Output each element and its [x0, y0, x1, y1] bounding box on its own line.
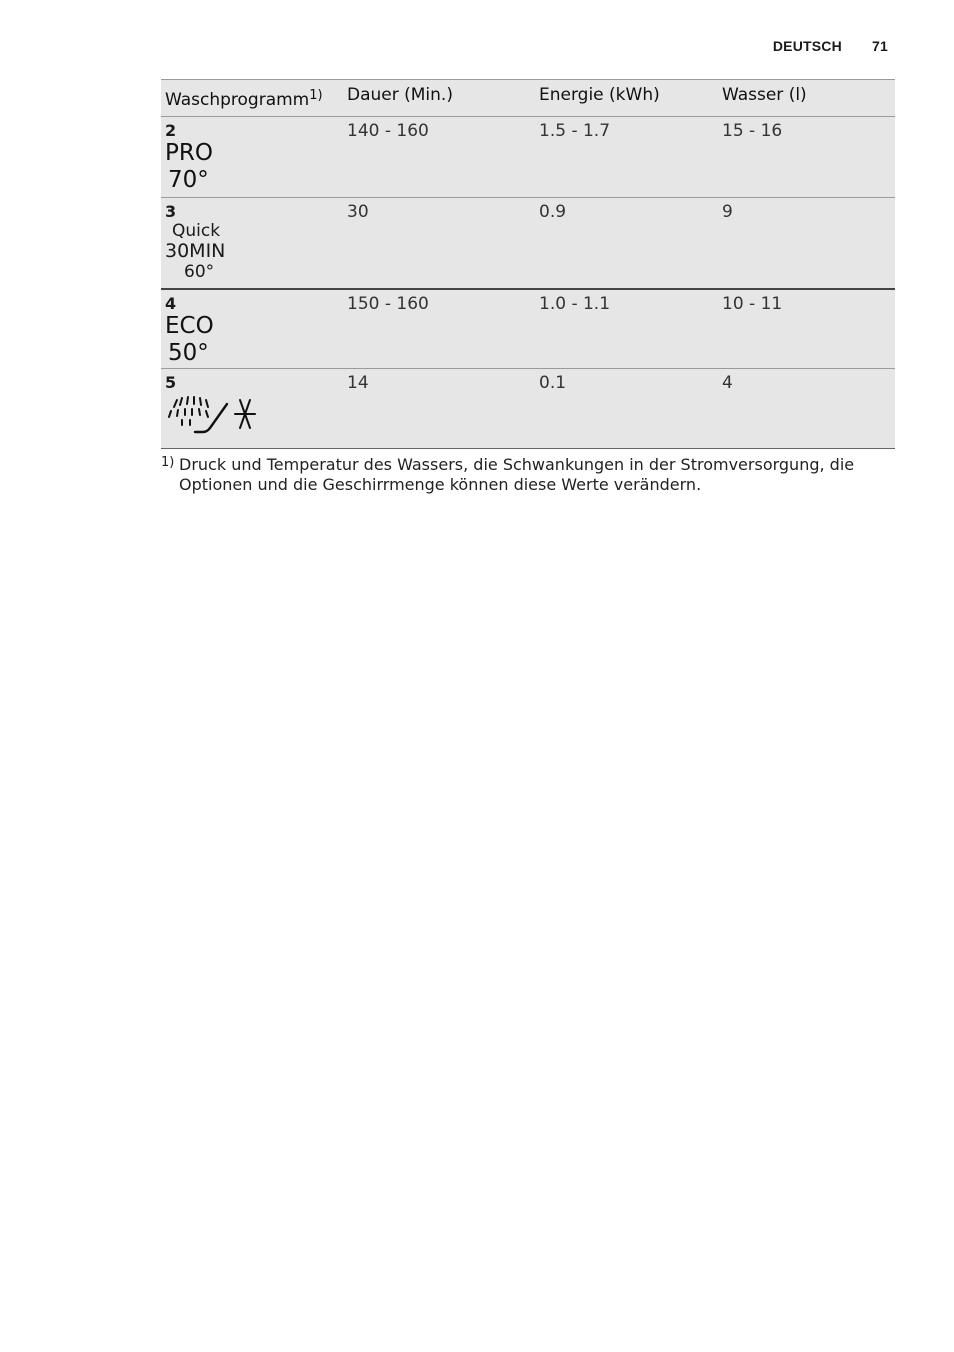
program-number: 3: [165, 202, 177, 221]
program-temperature: 70°: [168, 167, 209, 193]
table-row: [161, 289, 895, 369]
duration-cell: 150 - 160: [347, 289, 539, 369]
footnote-reference: 1): [309, 88, 323, 103]
program-symbol-pro: PRO: [165, 140, 213, 166]
table-row: [161, 369, 895, 449]
table-header-row: [161, 80, 895, 117]
duration-cell: 140 - 160: [347, 117, 539, 198]
water-cell: 10 - 11: [722, 289, 895, 369]
program-consumption-table: [161, 79, 895, 449]
column-header-program: Waschprogramm$^{1)}$: [161, 80, 347, 117]
water-cell: 4: [722, 369, 895, 449]
program-symbol-30min: 30MIN: [165, 240, 226, 262]
program-cell: [161, 117, 347, 198]
program-temperature: 50°: [168, 339, 209, 366]
table-row: [161, 117, 895, 198]
program-symbol-eco: ECO: [165, 312, 214, 339]
energy-cell: 0.9: [539, 198, 722, 289]
column-header-energy: Energie (kWh): [539, 80, 722, 117]
program-number: 5: [165, 373, 177, 392]
program-symbol-quick: Quick: [172, 221, 221, 241]
footnote-mark: 1): [161, 455, 175, 470]
footnote-text: Druck und Temperatur des Wassers, die Schwankungen in der Stromversorgung, die Optionen und die Geschirrmenge können diese Werte verändern.: [179, 455, 855, 494]
energy-cell: 1.5 - 1.7: [539, 117, 722, 198]
duration-cell: 14: [347, 369, 539, 449]
page-header: [773, 38, 888, 54]
energy-cell: 0.1: [539, 369, 722, 449]
table-row: [161, 198, 895, 289]
program-cell: [161, 198, 347, 289]
column-header-water: Wasser (l): [722, 80, 895, 117]
column-header-duration: Dauer (Min.): [347, 80, 539, 117]
language-label: DEUTSCH: [772, 38, 842, 54]
program-cell: [161, 289, 347, 369]
program-temperature: 60°: [184, 262, 215, 282]
duration-cell: 30: [347, 198, 539, 289]
program-cell: [161, 369, 347, 449]
program-number: 2: [165, 121, 177, 140]
rinse-and-hold-icon: [165, 394, 265, 438]
energy-cell: 1.0 - 1.1: [539, 289, 722, 369]
water-cell: 15 - 16: [722, 117, 895, 198]
table-footnote: [161, 455, 861, 495]
water-cell: 9: [722, 198, 895, 289]
program-number: 4: [165, 293, 177, 313]
page-number: 71: [872, 38, 888, 54]
